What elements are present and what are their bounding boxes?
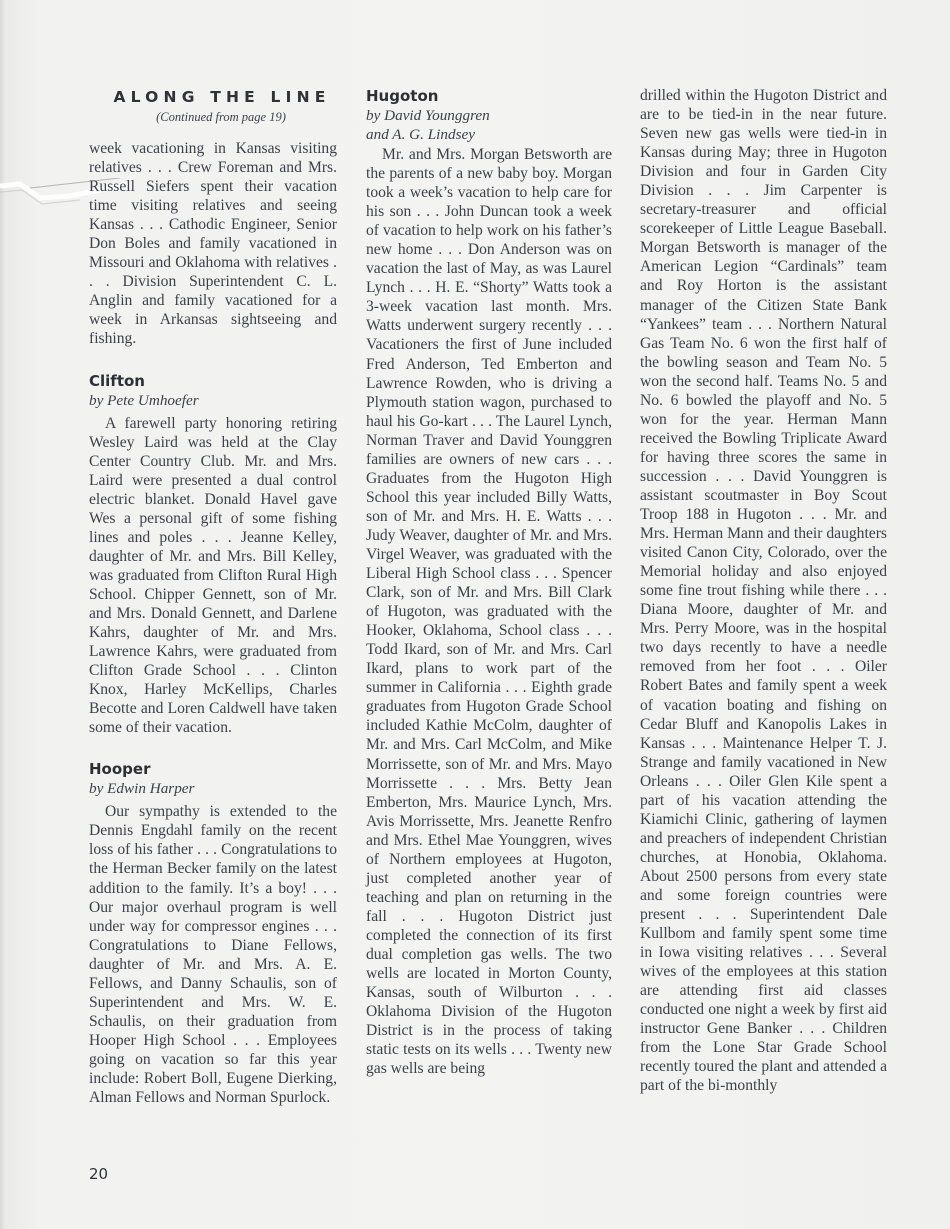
section-title: Clifton [89, 371, 145, 390]
section-title: Hooper [89, 760, 151, 779]
page-number: 20 [89, 1165, 109, 1183]
byline: by David Younggren [366, 107, 490, 124]
section-hugoton [366, 86, 612, 1078]
column-2 [366, 86, 612, 1078]
section-body: Our sympathy is extended to the Dennis Engdahl family on the recent loss of his father . . . Congratulations to the Herman Becker family on the latest addition to the family. It’s a boy! . . . Our major overhaul program is well under way for compressor engines . . . Congratulations to Diane Fellows, daughter of Mr. and Mrs. A. E. Fellows, and Danny Schaulis, son of Superintendent and Mrs. W. E. Schaulis, on their graduation from Hooper High School . . . Employees going on vacation so far this year include: Robert Boll, Eugene Dierking, Alman Fellows and Norman Spurlock. [89, 803, 337, 1107]
page-header [89, 86, 337, 126]
continuation-paragraph: week vacationing in Kansas visiting relatives . . . Crew Foreman and Mrs. Russell Siefers spent their vacation time visiting relatives and seeing Kansas . . . Cathodic Engineer, Senior Don Boles and family vacationed in Missouri and Oklahoma with relatives . . . Division Superintendent C. L. Anglin and family vacationed for a week in Arkansas sightseeing and fishing. [89, 140, 337, 348]
section-body: Mr. and Mrs. Morgan Betsworth are the parents of a new baby boy. Morgan took a week’s vacation to help care for his son . . . John Duncan took a week of vacation to help work on his father’s new home . . . Don Anderson was on vacation the last of May, as was Laurel Lynch . . . H. E. “Shorty” Watts took a 3-week vacation last month. Mrs. Watts underwent surgery recently . . . Vacationers the first of June included Fred Anderson, Ted Emberton and Lawrence Rowden, who is driving a Plymouth station wagon, purchased to haul his Go-kart . . . The Laurel Lynch, Norman Traver and David Younggren families are owners of new cars . . . Graduates from the Hugoton High School this year included Billy Watts, son of Mr. and Mrs. H. E. Watts . . . Judy Weaver, daughter of Mr. and Mrs. Virgel Weaver, was graduated with the Liberal High School class . . . Spencer Clark, son of Mr. and Mrs. Bill Clark of Hugoton, was graduated with the Hooker, Oklahoma, School class . . . Todd Ikard, son of Mr. and Mrs. Carl Ikard, plans to work part of the summer in California . . . Eighth grade graduates from Hugoton Grade School included Kathie McColm, daughter of Mr. and Mrs. Carl McColm, and Mike Morrissette, son of Mr. and Mrs. Mayo Morrissette . . . Mrs. Betty Jean Emberton, Mrs. Maurice Lynch, Mrs. Avis Morrissette, Mrs. Jeanette Renfro and Mrs. Ethel Mae Younggren, wives of Northern employees at Hugoton, just completed another year of teaching and plan on returning in the fall . . . Hugoton District just completed the connection of its first dual completion gas wells. The two wells are located in Morton County, Kansas, south of Wilburton . . . Oklahoma Division of the Hugoton District is in the process of taking static tests on its wells . . . Twenty new gas wells are being [366, 146, 612, 1078]
header-continued-note: (Continued from page 19) [156, 110, 286, 124]
column-1 [89, 86, 337, 1107]
byline: by Edwin Harper [89, 780, 195, 798]
section-body: A farewell party honoring retiring Wesley Laird was held at the Clay Center Country Club. Mr. and Mrs. Laird were presented a dual control electric blanket. Donald Havel gave Wes a personal gift of some fishing lines and poles . . . Jeanne Kelley, daughter of Mr. and Mrs. Bill Kelley, was graduated from Clifton Rural High School. Chipper Gennett, son of Mr. and Mrs. Donald Gennett, and Darlene Kahrs, daughter of Mr. and Mrs. Lawrence Kahrs, were graduated from Clifton Grade School . . . Clinton Knox, Harley McKellips, Charles Becotte and Loren Caldwell have taken some of their vacation. [89, 414, 337, 737]
section-hooper [89, 759, 337, 1107]
section-title: Hugoton [366, 87, 439, 105]
section-clifton [89, 371, 337, 738]
continuation-paragraph: drilled within the Hugoton District and are to be tied-in in the near future. Seven new gas wells were tied-in in Kansas during May; three in Hugoton Division and four in Garden City Division . . . Jim Carpenter is secretary-treasurer and official scorekeeper of Little League Baseball. Morgan Betsworth is manager of the American Legion “Cardinals” team and Roy Horton is the assistant manager of the Citizen State Bank “Yankees” team . . . Northern Natural Gas Team No. 6 won the first half of the bowling season and Team No. 5 won the second half. Teams No. 5 and No. 6 bowled the playoff and No. 5 won for the year. Herman Mann received the Bowling Triplicate Award for having three scores the same in succession . . . David Younggren is assistant scoutmaster in Boy Scout Troop 188 in Hugoton . . . Mr. and Mrs. Herman Mann and their daughters visited Canon City, Colorado, over the Memorial holiday and also enjoyed some fine trout fishing while there . . . Diana Moore, daughter of Mr. and Mrs. Perry Moore, was in the hospital two days recently to have a needle removed from her foot . . . Oiler Robert Bates and family spent a week of vacation boating and fishing on Cedar Bluff and Kanopolis Lakes in Kansas . . . Maintenance Helper T. J. Strange and family vacationed in New Orleans . . . Oiler Glen Kile spent a part of his vacation attending the Kiamichi Clinic, gathering of laymen and preachers of independent Christian churches, at Honobia, Oklahoma. About 2500 persons from every state and some foreign countries were present . . . Superintendent Dale Kullbom and family spent some time in Iowa visiting relatives . . . Several wives of the employees at this station are attending first aid classes conducted one night a week by first aid instructor Gene Banker . . . Children from the Lone Star Grade School recently toured the plant and attended a part of the bi-monthly [640, 87, 887, 1095]
page-edge-shadow [0, 0, 6, 1229]
byline: by Pete Umhoefer [89, 391, 199, 409]
header-title: ALONG THE LINE [113, 88, 331, 106]
column-3 [640, 86, 887, 1095]
byline-second: and A. G. Lindsey [366, 126, 475, 143]
